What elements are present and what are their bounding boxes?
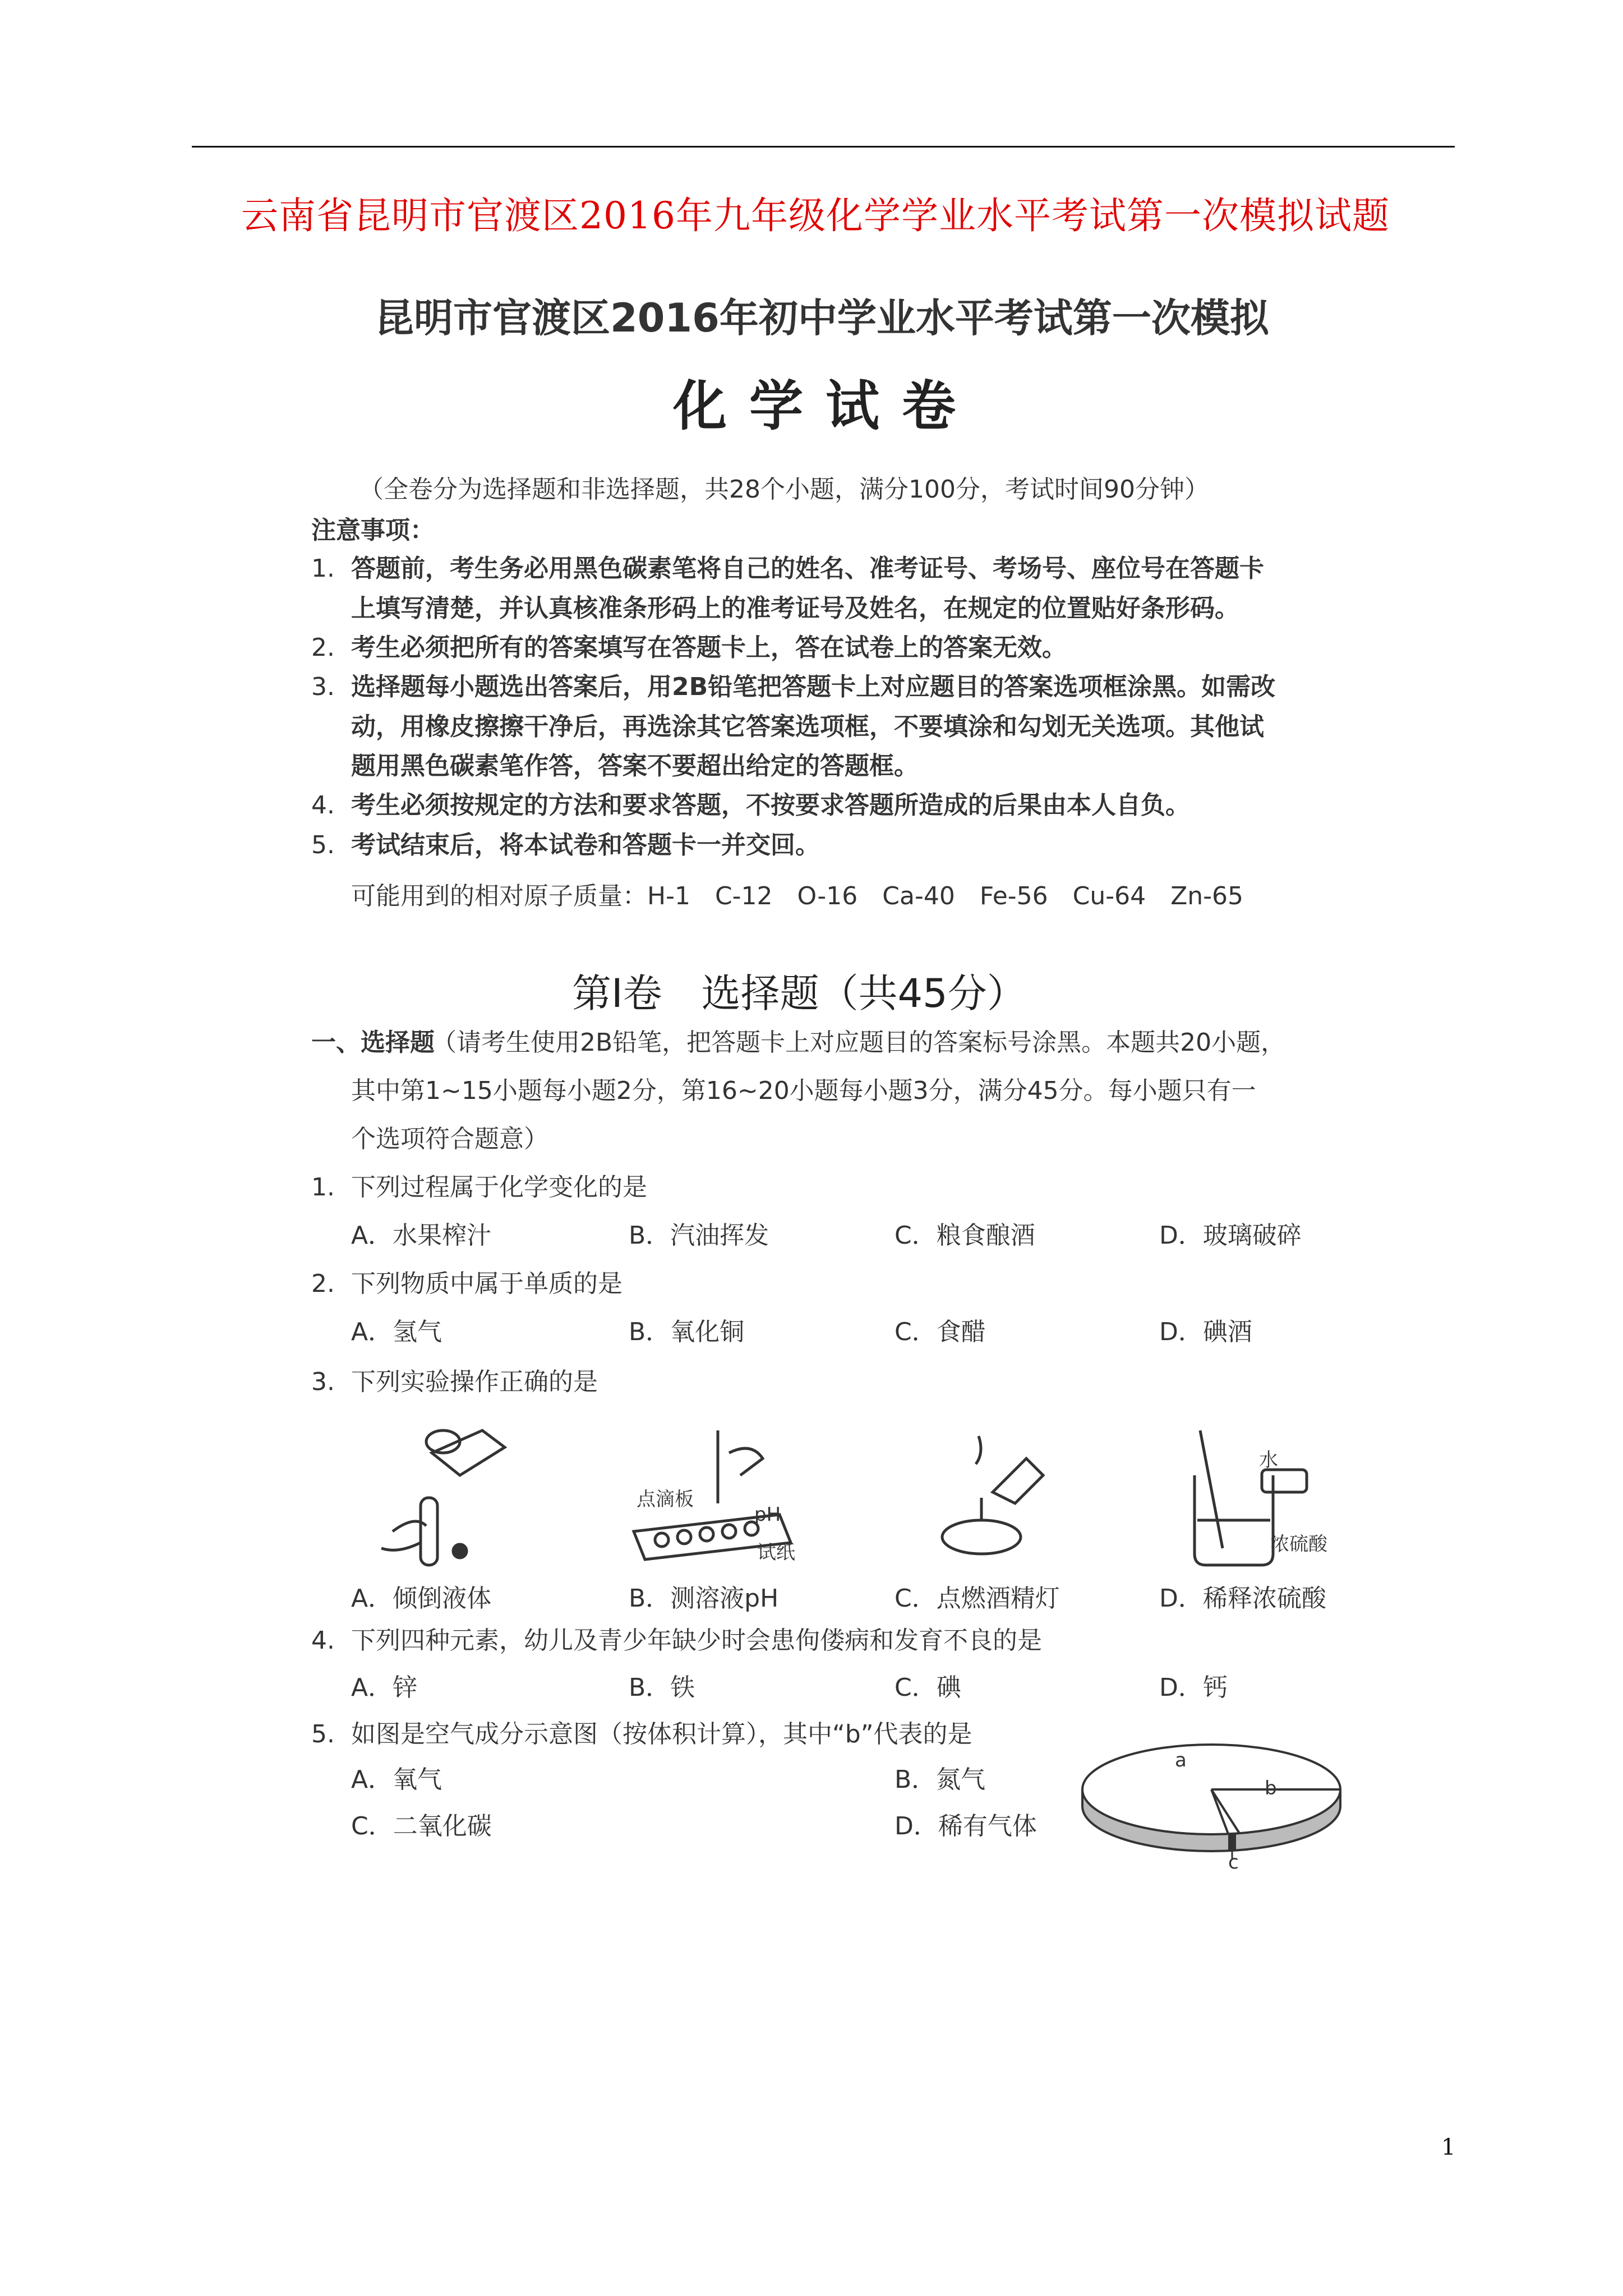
question-number: 2. — [311, 1269, 335, 1298]
note-line: 动，用橡皮擦擦干净后，再选涂其它答案选项框，不要填涂和勾划无关选项。其他试 — [351, 712, 1264, 741]
pie-label-a: a — [1175, 1749, 1187, 1772]
atomic-masses: 可能用到的相对原子质量：H-1 C-12 O-16 Ca-40 Fe-56 Cu-64 Zn-65 — [351, 882, 1244, 910]
note-number: 3. — [311, 673, 335, 701]
option-d[interactable]: D．玻璃破碎 — [1159, 1221, 1302, 1250]
question-text: 下列物质中属于单质的是 — [351, 1269, 623, 1298]
exam-info: （全卷分为选择题和非选择题，共28个小题，满分100分，考试时间90分钟） — [359, 475, 1209, 504]
document-title: 云南省昆明市官渡区2016年九年级化学学业水平考试第一次模拟试题 — [241, 194, 1390, 237]
question-number: 4. — [311, 1626, 335, 1655]
section-title: 第Ⅰ卷 选择题（共45分） — [572, 970, 1026, 1016]
option-d[interactable]: D．碘酒 — [1159, 1318, 1252, 1346]
figure-label-ph: pH — [754, 1503, 781, 1526]
pie-slice-c — [1228, 1833, 1236, 1850]
question-text: 下列实验操作正确的是 — [351, 1368, 598, 1396]
option-b[interactable]: B．氧化铜 — [629, 1318, 745, 1346]
note-number: 1. — [311, 554, 335, 583]
pie-label-c: c — [1228, 1851, 1239, 1874]
note-line: 考生必须把所有的答案填写在答题卡上，答在试卷上的答案无效。 — [351, 633, 1067, 662]
note-line: 上填写清楚，并认真核准条形码上的准考证号及姓名，在规定的位置贴好条形码。 — [351, 594, 1239, 623]
figure-label-water: 水 — [1259, 1449, 1278, 1471]
option-d[interactable]: D．钙 — [1159, 1673, 1228, 1702]
note-line: 考试结束后，将本试卷和答题卡一并交回。 — [351, 831, 820, 859]
air-composition-pie — [1077, 1722, 1346, 1874]
question-text: 下列过程属于化学变化的是 — [351, 1173, 647, 1202]
section-intro-line: 其中第1~15小题每小题2分，第16~20小题每小题3分，满分45分。每小题只有一 — [351, 1076, 1256, 1105]
exam-name: 化学试卷 — [673, 375, 978, 438]
pie-label-b: b — [1265, 1777, 1277, 1800]
question-text: 下列四种元素，幼儿及青少年缺少时会患佝偻病和发育不良的是 — [351, 1626, 1042, 1655]
note-line: 题用黑色碳素笔作答，答案不要超出给定的答题框。 — [351, 752, 919, 780]
option-a[interactable]: A．倾倒液体 — [351, 1584, 492, 1613]
option-d[interactable]: D．稀有气体 — [895, 1812, 1037, 1841]
option-c[interactable]: C．点燃酒精灯 — [895, 1584, 1060, 1613]
option-b[interactable]: B．铁 — [629, 1673, 695, 1702]
question-number: 3. — [311, 1368, 335, 1396]
exam-subtitle: 昆明市官渡区2016年初中学业水平考试第一次模拟 — [375, 295, 1269, 341]
question-number: 1. — [311, 1173, 335, 1202]
question-text: 如图是空气成分示意图（按体积计算），其中“b”代表的是 — [351, 1720, 972, 1749]
option-b[interactable]: B．汽油挥发 — [629, 1221, 769, 1250]
note-number: 4. — [311, 791, 335, 820]
header-rule — [192, 146, 1455, 148]
option-a[interactable]: A．锌 — [351, 1673, 418, 1702]
option-c[interactable]: C．食醋 — [895, 1318, 986, 1346]
figure-label-plate: 点滴板 — [637, 1488, 694, 1511]
option-b[interactable]: B．测溶液pH — [629, 1584, 779, 1613]
option-a[interactable]: A．氧气 — [351, 1765, 442, 1794]
note-line: 考生必须按规定的方法和要求答题，不按要求答题所造成的后果由本人自负。 — [351, 791, 1190, 820]
notes-heading: 注意事项： — [311, 516, 435, 545]
alcohol-lamp-figure — [925, 1425, 1060, 1571]
option-a[interactable]: A．水果榨汁 — [351, 1221, 492, 1250]
note-line: 答题前，考生务必用黑色碳素笔将自己的姓名、准考证号、考场号、座位号在答题卡 — [351, 554, 1264, 583]
note-line: 选择题每小题选出答案后，用2B铅笔把答题卡上对应题目的答案选项框涂黑。如需改 — [351, 673, 1276, 701]
option-b[interactable]: B．氮气 — [895, 1765, 986, 1794]
section-intro-line: （请考生使用2B铅笔，把答题卡上对应题目的答案标号涂黑。本题共20小题， — [432, 1028, 1286, 1057]
note-number: 2. — [311, 633, 335, 662]
figure-label-paper: 试纸 — [757, 1542, 795, 1564]
section-label: 一、选择题 — [311, 1028, 435, 1057]
note-number: 5. — [311, 831, 335, 859]
pouring-liquid-figure — [370, 1419, 527, 1571]
option-d[interactable]: D．稀释浓硫酸 — [1159, 1584, 1326, 1613]
option-c[interactable]: C．碘 — [895, 1673, 961, 1702]
option-c[interactable]: C．粮食酿酒 — [895, 1221, 1035, 1250]
section-intro-line: 个选项符合题意） — [351, 1125, 548, 1153]
option-c[interactable]: C．二氧化碳 — [351, 1812, 492, 1841]
question-number: 5. — [311, 1720, 335, 1749]
figure-label-acid: 浓硫酸 — [1270, 1533, 1327, 1556]
option-a[interactable]: A．氢气 — [351, 1318, 442, 1346]
page-number: 1 — [1441, 2134, 1456, 2160]
